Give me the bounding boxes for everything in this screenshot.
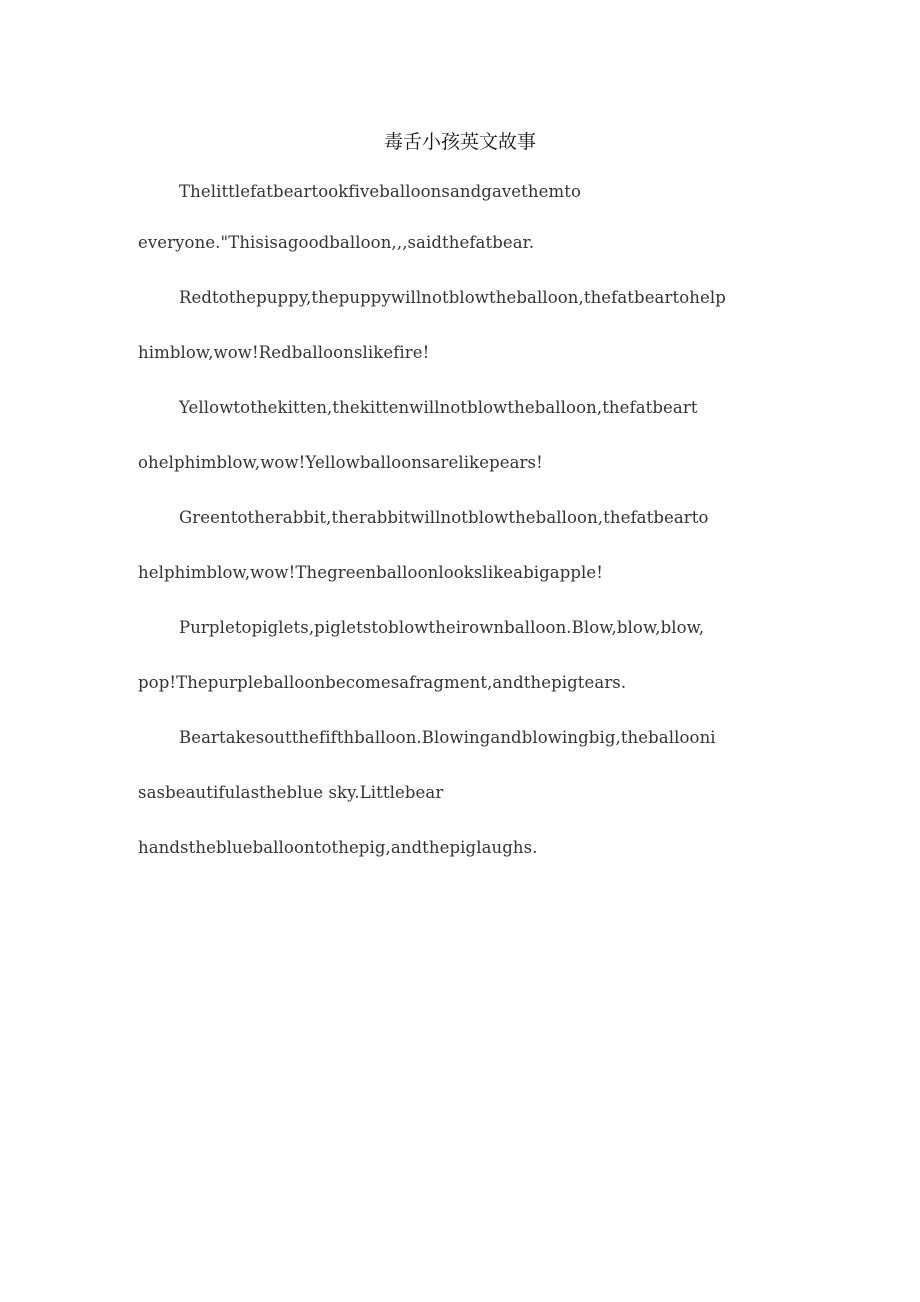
paragraph-4-line-2: helphimblow,wow!Thegreenballoonlookslikeabigapple! — [138, 563, 604, 582]
paragraph-3-line-1: Yellowtothekitten,thekittenwillnotblowtheballoon,thefatbeart — [179, 398, 698, 417]
page-title: 毒舌小孩英文故事 — [383, 131, 536, 153]
paragraph-6-line-3: handstheblueballoontothepig,andthepiglaughs. — [138, 838, 538, 857]
paragraph-5-line-1: Purpletopiglets,pigletstoblowtheirownballoon.Blow,blow,blow, — [179, 618, 705, 637]
paragraph-3-line-2: ohelphimblow,wow!Yellowballoonsarelikepears! — [138, 453, 543, 472]
paragraph-1-line-1: Thelittlefatbeartookfiveballoonsandgavethemto — [179, 182, 582, 201]
paragraph-2-line-2: himblow,wow!Redballoonslikefire! — [138, 343, 430, 362]
paragraph-2-line-1: Redtothepuppy,thepuppywillnotblowtheballoon,thefatbeartohelp — [179, 288, 726, 307]
paragraph-6-line-1: Beartakesoutthefifthballoon.Blowingandblowingbig,theballooni — [179, 728, 716, 747]
paragraph-1-line-2: everyone."Thisisagoodballoon,‚‚saidthefatbear. — [138, 233, 535, 252]
paragraph-4-line-1: Greentotherabbit,therabbitwillnotblowtheballoon,thefatbearto — [179, 508, 709, 527]
paragraph-5-line-2: pop!Thepurpleballoonbecomesafragment,andthepigtears. — [138, 673, 627, 692]
paragraph-6-line-2: sasbeautifulastheblue sky.Littlebear — [138, 783, 444, 802]
